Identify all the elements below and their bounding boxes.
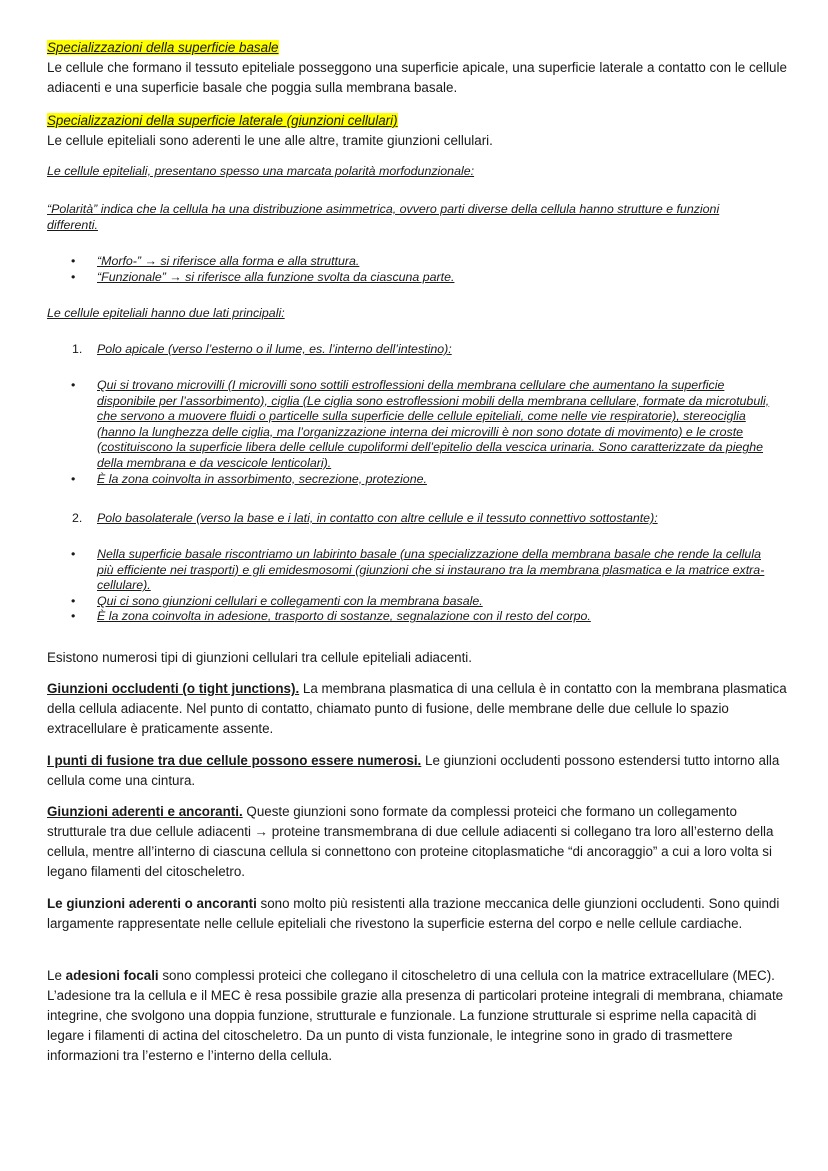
resistenza-title: Le giunzioni aderenti o ancoranti	[47, 896, 257, 911]
heading-lateral: Specializzazioni della superficie laterale (giunzioni cellulari)	[47, 113, 398, 128]
list-item: • Nella superficie basale riscontriamo un labirinto basale (una specializzazione della membrana basale che rende la cellula più efficiente nei trasporti) e gli emidesmosomi (giunzioni che si instaurano tra la membrana plasmatica e la matrice extra-cellulare).	[71, 547, 765, 593]
list-item: • Qui si trovano microvilli (I microvilli sono sottili estroflessioni della membrana cellulare che aumentano la superficie disponibile per l’assorbimento), ciglia (Le ciglia sono estroflessioni mobili della membrana cellulare, formate da microtubuli, che servono a muovere fluidi o particelle sulla superficie delle cellule epiteliali, come nelle vie respiratorie), stereociglia (hanno la lunghezza delle ciglia, ma l’organizzazione interna dei microvilli è non sono dotate di movimento) e le croste (costituiscono la superficie libera delle cellule cupoliformi dell’epitelio della vescica urinaria. Sono caratterizzate da pieghe della membrana e da vescicole lenticolari).	[71, 378, 770, 470]
junctions-intro: Esistono numerosi tipi di giunzioni cellulari tra cellule epiteliali adiacenti.	[47, 650, 473, 665]
aderenti-title: Giunzioni aderenti e ancoranti.	[47, 804, 243, 819]
list-item: • Qui ci sono giunzioni cellulari e collegamenti con la membrana basale.	[71, 593, 483, 608]
heading-basal: Specializzazioni della superficie basale	[47, 40, 279, 55]
occludenti-title: Giunzioni occludenti (o tight junctions).	[47, 681, 300, 696]
sides-intro: Le cellule epiteliali hanno due lati principali:	[47, 306, 285, 320]
polarity-intro: Le cellule epiteliali, presentano spesso una marcata polarità morfodunzionale:	[47, 164, 475, 178]
list-item: • È la zona coinvolta in adesione, trasporto di sostanze, segnalazione con il resto del corpo.	[71, 609, 591, 624]
basolateral-pole-title: 2. Polo basolaterale (verso la base e i lati, in contatto con altre cellule e il tessuto connettivo sottostante):	[72, 511, 658, 525]
paragraph-basal: Le cellule che formano il tessuto epiteliale posseggono una superficie apicale, una superficie laterale a contatto con le cellule adiacenti e una superficie basale che poggia sulla membrana basale.	[47, 60, 787, 95]
fusion-title: I punti di fusione tra due cellule possono essere numerosi.	[47, 753, 422, 768]
apical-pole-title: 1. Polo apicale (verso l’esterno o il lume, es. l’interno dell’intestino):	[72, 342, 452, 356]
apical-bullets	[47, 378, 775, 487]
paragraph-occludenti: Giunzioni occludenti (o tight junctions). La membrana plasmatica di una cellula è in contatto con la membrana plasmatica della cellula adiacente. Nel punto di contatto, chiamato punto di fusione, delle membrane delle due cellule lo spazio extracellulare è praticamente assente.	[47, 681, 787, 736]
basolateral-bullets	[47, 547, 767, 625]
paragraph-lateral: Le cellule epiteliali sono aderenti le une alle altre, tramite giunzioni cellulari.	[47, 133, 493, 148]
polarity-bullets	[47, 254, 787, 285]
section-lateral	[47, 111, 787, 151]
polarity-definition: “Polarità” indica che la cellula ha una distribuzione asimmetrica, ovvero parti diverse della cellula hanno strutture e funzioni differenti.	[47, 202, 720, 232]
list-item: • “Funzionale” → si riferisce alla funzione svolta da ciascuna parte.	[71, 269, 455, 284]
adesioni-focali-term: adesioni focali	[65, 968, 159, 983]
list-item: • “Morfo-” → si riferisce alla forma e alla struttura.	[71, 254, 360, 268]
paragraph-adesioni-focali: Le adesioni focali sono complessi proteici che collegano il citoscheletro di una cellula con la matrice extracellulare (MEC). L’adesione tra la cellula e il MEC è resa possibile grazie alla presenza di particolari proteine integrali di membrana, chiamate integrine, che svolgono una doppia funzione, strutturale e funzionale. La funzione strutturale si esprime nella capacità di legare i filamenti di actina del citoscheletro. Da un punto di vista funzionale, le integrine sono in grado di trasmettere informazioni tra l’esterno e l’interno della cellula.	[47, 968, 784, 1063]
paragraph-resistenza: Le giunzioni aderenti o ancoranti sono molto più resistenti alla trazione meccanica delle giunzioni occludenti. Sono quindi largamente rappresentate nelle cellule epiteliali che rivestono la superficie esterna del corpo e nelle cellule cardiache.	[47, 896, 780, 931]
paragraph-aderenti: Giunzioni aderenti e ancoranti. Queste giunzioni sono formate da complessi proteici che formano un collegamento strutturale tra due cellule adiacenti → proteine transmembrana di due cellule adiacenti si collegano tra loro all’esterno della cellula, mentre all’interno di ciascuna cellula si connettono con proteine citoplasmatiche “di ancoraggio” a cui a loro volta si legano filamenti del citoscheletro.	[47, 804, 774, 879]
section-basal	[47, 38, 787, 98]
list-item: • È la zona coinvolta in assorbimento, secrezione, protezione.	[71, 471, 427, 486]
paragraph-fusion: I punti di fusione tra due cellule possono essere numerosi. Le giunzioni occludenti possono estendersi tutto intorno alla cellula come una cintura.	[47, 753, 780, 788]
